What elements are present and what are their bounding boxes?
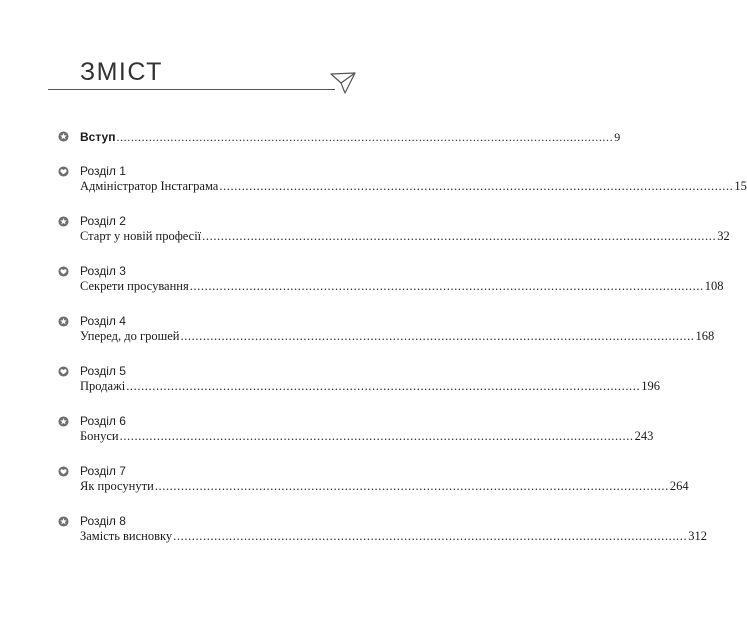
star-icon <box>58 316 69 327</box>
toc-line <box>80 479 689 494</box>
toc-page-number: 243 <box>634 429 654 443</box>
chapter-label: Розділ 5 <box>80 364 126 378</box>
toc-leader: .......................................................................................................................................... <box>173 529 688 543</box>
toc-line <box>80 179 747 194</box>
toc-leader: .......................................................................................................................................... <box>154 479 669 493</box>
star-icon <box>58 131 69 142</box>
toc-page-number: 108 <box>704 279 724 293</box>
toc-leader: .......................................................................................................................................... <box>180 329 695 343</box>
star-icon <box>58 516 69 527</box>
toc-line <box>80 429 654 444</box>
toc-title: Уперед, до грошей <box>80 329 180 343</box>
star-icon <box>58 416 69 427</box>
toc-leader: .......................................................................................................................................... <box>116 130 614 144</box>
toc-page-number: 9 <box>614 130 621 144</box>
toc-line <box>80 229 730 244</box>
toc-leader: .......................................................................................................................................... <box>202 229 717 243</box>
toc-title: Замість висновку <box>80 529 173 543</box>
toc-line <box>80 130 621 145</box>
toc-title: Продажі <box>80 379 126 393</box>
toc-leader: .......................................................................................................................................... <box>126 379 641 393</box>
toc-title: Бонуси <box>80 429 119 443</box>
toc-line <box>80 379 660 394</box>
toc-page-number: 312 <box>688 529 707 543</box>
toc-leader: .......................................................................................................................................... <box>219 179 734 193</box>
heart-icon <box>58 466 69 477</box>
heart-icon <box>58 366 69 377</box>
toc-line <box>80 529 707 544</box>
chapter-label: Розділ 8 <box>80 514 126 528</box>
toc-page-number: 32 <box>717 229 730 243</box>
toc-leader: .......................................................................................................................................... <box>189 279 704 293</box>
chapter-label: Розділ 3 <box>80 264 126 278</box>
toc-page-number: 196 <box>641 379 660 393</box>
chapter-label: Розділ 6 <box>80 414 126 428</box>
heart-icon <box>58 266 69 277</box>
chapter-label: Розділ 2 <box>80 214 126 228</box>
toc-title: Вступ <box>80 130 116 144</box>
chapter-label: Розділ 4 <box>80 314 126 328</box>
toc-line <box>80 329 715 344</box>
toc-title: Як просунути <box>80 479 154 493</box>
toc-title: Секрети просування <box>80 279 189 293</box>
toc-page-number: 15 <box>734 179 747 193</box>
toc-title: Адміністратор Інстаграма <box>80 179 219 193</box>
toc-title: Старт у новій професії <box>80 229 202 243</box>
heart-icon <box>58 166 69 177</box>
toc-page-number: 168 <box>695 329 715 343</box>
toc-leader: .......................................................................................................................................... <box>119 429 634 443</box>
chapter-label: Розділ 7 <box>80 464 126 478</box>
star-icon <box>58 216 69 227</box>
chapter-label: Розділ 1 <box>80 164 126 178</box>
toc-page-number: 264 <box>669 479 689 493</box>
page-title: ЗМІСТ <box>80 58 163 86</box>
toc-line <box>80 279 724 294</box>
